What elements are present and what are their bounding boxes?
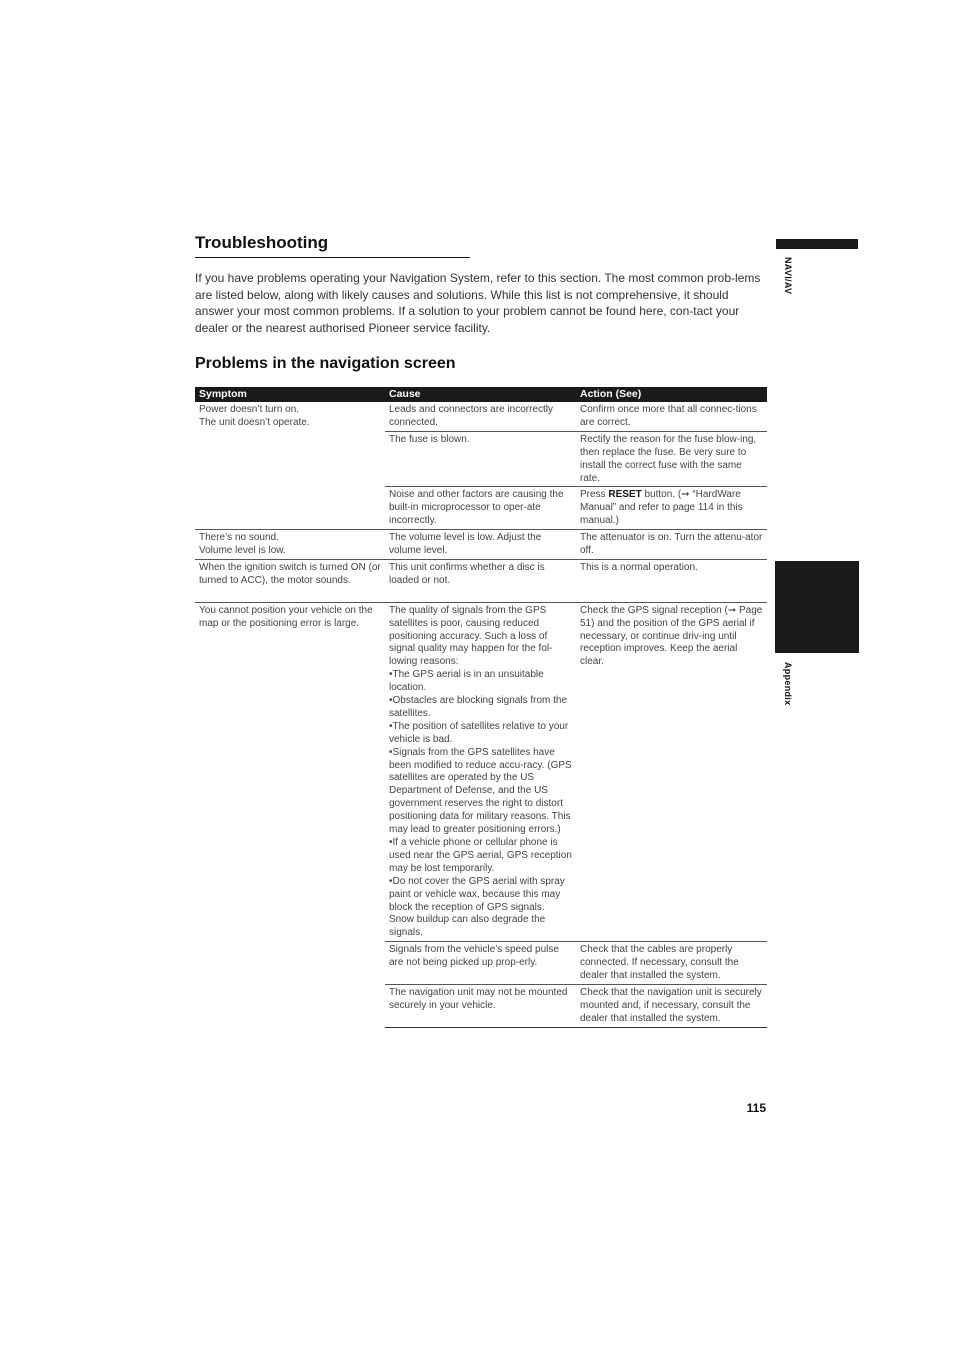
- intro-paragraph: If you have problems operating your Navigation System, refer to this section. The most common prob-lems are listed below, along with likely causes and solutions. While this list is not comprehensive, it should answer your most common problems. If a solution to your problem cannot be found here, con-tact your dealer or the nearest authorised Pioneer service facility.: [195, 271, 761, 335]
- symptom-cell: [195, 530, 385, 560]
- action-text: Press: [580, 489, 609, 501]
- symptom-cell: [195, 402, 385, 530]
- cause-text: The navigation unit may not be mounted securely in your vehicle.: [389, 986, 568, 1011]
- action-cell: [576, 487, 767, 530]
- table-row: [195, 559, 767, 602]
- symptom-cell: You cannot position your vehicle on the map or the positioning error is large.: [199, 604, 373, 629]
- action-cell: Check the GPS signal reception (➞ Page 51) and the position of the GPS aerial if necessary, or continue driv-ing until reception improves. Keep the aerial clear.: [576, 602, 767, 942]
- cause-bullet: •The position of satellites relative to your vehicle is bad.: [389, 720, 569, 745]
- table-header-row: [195, 387, 767, 402]
- section-title: Troubleshooting: [195, 233, 470, 258]
- header-action: Action (See): [576, 387, 767, 402]
- side-tab-label-navi: NAVI/AV: [783, 257, 793, 295]
- side-tab-label-appendix: Appendix: [783, 662, 793, 706]
- action-cell: Check that the navigation unit is securely mounted and, if necessary, consult the dealer that installed the system.: [576, 984, 767, 1027]
- table-row: [195, 602, 767, 942]
- cause-text: This unit confirms whether a disc is loaded or not.: [389, 561, 545, 586]
- cause-cell: Noise and other factors are causing the built-in microprocessor to oper-ate incorrectly.: [385, 487, 576, 530]
- page-number: 115: [746, 1101, 766, 1115]
- subsection-title: Problems in the navigation screen: [195, 355, 456, 372]
- side-tab-marker-appendix: [775, 561, 859, 653]
- symptom-line: Volume level is low.: [199, 545, 286, 557]
- symptom-line: The unit doesn’t operate.: [199, 416, 310, 428]
- cause-intro: The quality of signals from the GPS satellites is poor, causing reduced positioning accuracy. Such a loss of signal quality may happen for the fol-lowing reasons:: [389, 604, 553, 668]
- cause-bullet: •The GPS aerial is in an unsuitable location.: [389, 669, 544, 694]
- action-cell: The attenuator is on. Turn the attenu-ator off.: [576, 530, 767, 560]
- cause-cell: Leads and connectors are incorrectly connected.: [385, 402, 576, 431]
- troubleshooting-table: [195, 387, 767, 1028]
- reset-button-label: RESET: [608, 489, 642, 501]
- cause-bullet: •Signals from the GPS satellites have been modified to reduce accu-racy. (GPS satellites are operated by the US Department of Defense, and the US government reserves the right to distort positioning data for military reasons. This may lead to greater positioning errors.): [389, 746, 572, 836]
- action-cell: Check that the cables are properly connected. If necessary, consult the dealer that installed the system.: [576, 942, 767, 985]
- symptom-line: There’s no sound.: [199, 532, 279, 544]
- table-row: [195, 402, 767, 431]
- cause-cell: Signals from the vehicle’s speed pulse are not being picked up prop-erly.: [385, 942, 576, 985]
- cause-bullet: •Obstacles are blocking signals from the satellites.: [389, 695, 568, 719]
- cause-cell: [385, 602, 576, 942]
- action-cell: Confirm once more that all connec-tions are correct.: [576, 402, 767, 431]
- table-row: [195, 530, 767, 560]
- symptom-cell: When the ignition switch is turned ON (or turned to ACC), the motor sounds.: [195, 559, 385, 602]
- action-text: button. (➞ “HardWare Manual” and refer to page 114 in this manual.): [580, 489, 743, 527]
- cause-cell: The fuse is blown.: [385, 431, 576, 487]
- symptom-line: Power doesn’t turn on.: [199, 404, 300, 415]
- cause-bullet: •If a vehicle phone or cellular phone is used near the GPS aerial, GPS reception may be lost temporarily.: [389, 837, 572, 874]
- header-symptom: Symptom: [195, 387, 385, 402]
- action-cell: This is a normal operation.: [576, 559, 767, 602]
- cause-bullet: •Do not cover the GPS aerial with spray paint or vehicle wax, because this may block the reception of GPS signals. Snow buildup can also degrade the signals.: [389, 875, 565, 939]
- cause-cell: [385, 559, 576, 602]
- cause-cell: The volume level is low. Adjust the volume level.: [385, 530, 576, 560]
- side-tab-marker-top: [776, 239, 858, 249]
- header-cause: Cause: [385, 387, 576, 402]
- action-cell: Rectify the reason for the fuse blow-ing, then replace the fuse. Be very sure to install the correct fuse with the same rate.: [576, 431, 767, 487]
- cause-cell: [385, 984, 576, 1027]
